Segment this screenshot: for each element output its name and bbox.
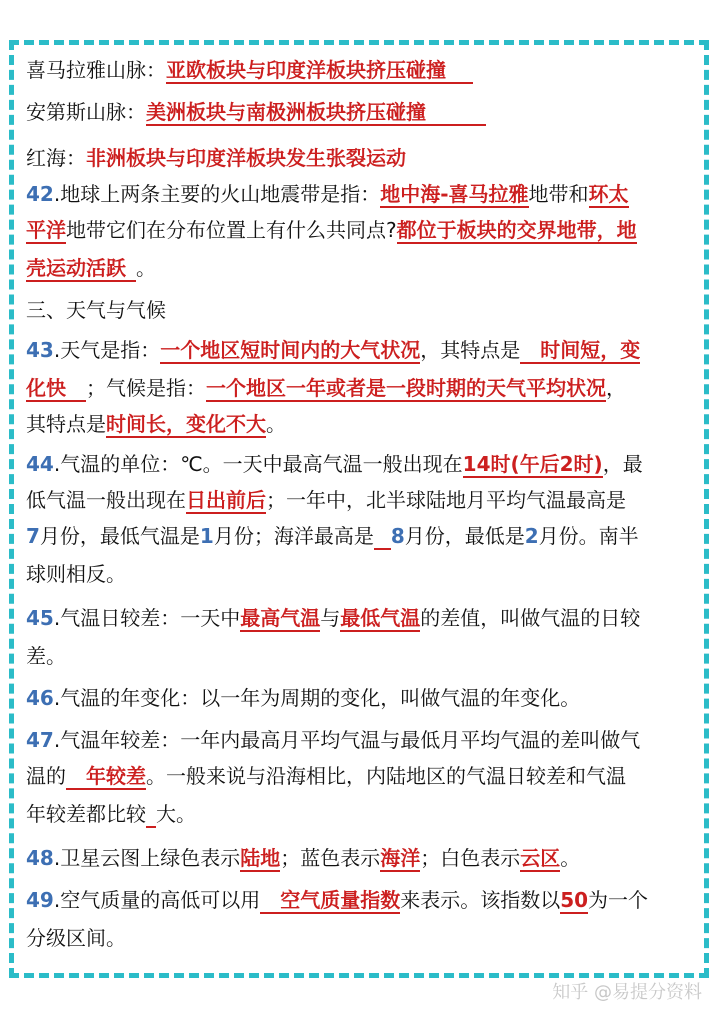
q44-line3: 7月份，最低气温是1月份；海洋最高是 8月份，最低是2月份。南半 (26, 524, 639, 548)
q45-line1: 45.气温日较差：一天中最高气温与最低气温的差值，叫做气温的日较 (26, 606, 641, 630)
answer: 1 (199, 524, 214, 548)
answer: 2 (524, 524, 539, 548)
answer: 14时(午后2时) (462, 452, 603, 476)
q43-line1: 43.天气是指：一个地区短时间内的大气状况，其特点是 时间短，变 (26, 338, 641, 362)
answer: 时间短，变 (540, 338, 641, 362)
answer: 日出前后 (186, 488, 266, 512)
q43-line3: 其特点是时间长，变化不大。 (26, 412, 286, 436)
question-number: 49 (26, 888, 54, 912)
label: 安第斯山脉： (26, 100, 146, 124)
answer: 环太 (588, 182, 629, 206)
answer: 一个地区短时间内的大气状况 (160, 338, 421, 362)
label: 喜马拉雅山脉： (26, 58, 166, 82)
line-andes (26, 94, 486, 130)
label: 红海： (26, 146, 86, 170)
answer: 最高气温 (240, 606, 321, 630)
q45-line2: 差。 (26, 644, 66, 668)
answer: 年较差 (86, 764, 146, 788)
watermark: 知乎 @易提分资料 (552, 982, 702, 1003)
q47-line3: 年较差都比较 大。 (26, 802, 196, 826)
q44-line1: 44.气温的单位：℃。一天中最高气温一般出现在14时(午后2时)，最 (26, 452, 643, 476)
answer: 一个地区一年或者是一段时期的天气平均状况 (206, 376, 606, 400)
question-number: 43 (26, 338, 54, 362)
answer: 时间长，变化不大 (106, 412, 266, 436)
q44-line2: 低气温一般出现在日出前后；一年中，北半球陆地月平均气温最高是 (26, 488, 626, 512)
question-number: 48 (26, 846, 54, 870)
line-red-sea (26, 140, 406, 176)
q49-line1: 49.空气质量的高低可以用 空气质量指数来表示。该指数以50为一个 (26, 888, 649, 912)
q42-line3: 壳运动活跃 。 (26, 256, 156, 280)
q47-line2: 温的 年较差。一般来说与沿海相比，内陆地区的气温日较差和气温 (26, 764, 626, 788)
answer: 都位于板块的交界地带，地 (396, 218, 637, 242)
question-number: 44 (26, 452, 54, 476)
question-number: 47 (26, 728, 54, 752)
answer: 海洋 (380, 846, 421, 870)
q42-line1: 42.地球上两条主要的火山地震带是指：地中海-喜马拉雅地带和环太 (26, 182, 629, 206)
q46-line1: 46.气温的年变化：以一年为周期的变化，叫做气温的年变化。 (26, 686, 581, 710)
section-title: 三、天气与气候 (26, 298, 166, 322)
answer: 美洲板块与南极洲板块挤压碰撞 (146, 100, 426, 124)
answer: 非洲板块与印度洋板块发生张裂运动 (86, 146, 406, 170)
answer: 最低气温 (340, 606, 421, 630)
q47-line1: 47.气温年较差：一年内最高月平均气温与最低月平均气温的差叫做气 (26, 728, 641, 752)
question-number: 45 (26, 606, 54, 630)
answer: 50 (560, 888, 589, 912)
answer: 亚欧板块与印度洋板块挤压碰撞 (166, 58, 446, 82)
q49-line2: 分级区间。 (26, 926, 126, 950)
answer: 化快 (26, 376, 66, 400)
q44-line4: 球则相反。 (26, 562, 126, 586)
answer: 7 (26, 524, 40, 548)
q43-line2: 化快 ；气候是指：一个地区一年或者是一段时期的天气平均状况， (26, 376, 626, 400)
answer: 8 (390, 524, 405, 548)
answer: 平洋 (26, 218, 66, 242)
answer: 云区 (520, 846, 561, 870)
answer: 地中海-喜马拉雅 (380, 182, 529, 206)
q42-line2: 平洋地带它们在分布位置上有什么共同点?都位于板块的交界地带，地 (26, 218, 637, 242)
answer: 壳运动活跃 (26, 256, 126, 280)
line-himalaya (26, 52, 473, 88)
question-number: 42 (26, 182, 54, 206)
q48-line1: 48.卫星云图上绿色表示陆地；蓝色表示海洋；白色表示云区。 (26, 846, 581, 870)
answer: 空气质量指数 (280, 888, 401, 912)
answer: 陆地 (240, 846, 281, 870)
question-number: 46 (26, 686, 54, 710)
